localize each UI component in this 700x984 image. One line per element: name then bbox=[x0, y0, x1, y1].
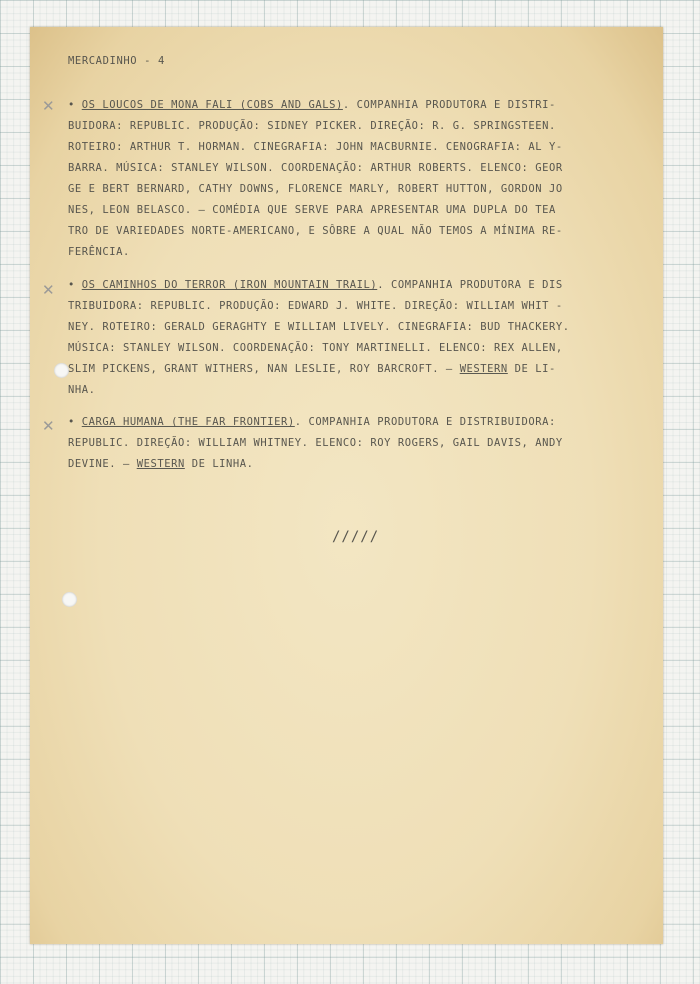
film-entry-2 bbox=[68, 275, 628, 401]
entry-line: TRIBUIDORA: REPUBLIC. PRODUÇÃO: EDWARD J. WHITE. DIREÇÃO: WILLIAM WHIT - bbox=[68, 300, 563, 312]
punch-hole bbox=[62, 592, 77, 607]
page-header: MERCADINHO - 4 bbox=[68, 55, 165, 67]
film-entry-1 bbox=[68, 95, 628, 263]
entry-line: BARRA. MÚSICA: STANLEY WILSON. COORDENAÇÃO: ARTHUR ROBERTS. ELENCO: GEOR bbox=[68, 162, 563, 174]
entry-mark-2: ✕ bbox=[42, 281, 55, 299]
end-mark: ///// bbox=[332, 529, 380, 545]
entry-mark-3: ✕ bbox=[42, 417, 55, 435]
entry-line: SLIM PICKENS, GRANT WITHERS, NAN LESLIE, ROY BARCROFT. — WESTERN DE LI- bbox=[68, 363, 556, 375]
entry-line: NES, LEON BELASCO. — COMÉDIA QUE SERVE PARA APRESENTAR UMA DUPLA DO TEA bbox=[68, 204, 556, 216]
entry-line: DEVINE. — WESTERN DE LINHA. bbox=[68, 458, 254, 470]
entry-line: TRO DE VARIEDADES NORTE-AMERICANO, E SÔBRE A QUAL NÃO TEMOS A MÍNIMA RE- bbox=[68, 225, 563, 237]
entry-line: • OS LOUCOS DE MONA FALI (COBS AND GALS). COMPANHIA PRODUTORA E DISTRI- bbox=[68, 99, 556, 111]
entry-line: REPUBLIC. DIREÇÃO: WILLIAM WHITNEY. ELENCO: ROY ROGERS, GAIL DAVIS, ANDY bbox=[68, 437, 563, 449]
entry-line: • CARGA HUMANA (THE FAR FRONTIER). COMPANHIA PRODUTORA E DISTRIBUIDORA: bbox=[68, 416, 556, 428]
entry-line: ROTEIRO: ARTHUR T. HORMAN. CINEGRAFIA: JOHN MACBURNIE. CENOGRAFIA: AL Y- bbox=[68, 141, 563, 153]
entry-line: FERÊNCIA. bbox=[68, 246, 130, 258]
document-page bbox=[30, 27, 663, 944]
entry-line: NHA. bbox=[68, 384, 96, 396]
entry-mark-1: ✕ bbox=[42, 97, 55, 115]
entry-line: GE E BERT BERNARD, CATHY DOWNS, FLORENCE MARLY, ROBERT HUTTON, GORDON JO bbox=[68, 183, 563, 195]
entry-line: NEY. ROTEIRO: GERALD GERAGHTY E WILLIAM LIVELY. CINEGRAFIA: BUD THACKERY. bbox=[68, 321, 570, 333]
entry-line: MÚSICA: STANLEY WILSON. COORDENAÇÃO: TONY MARTINELLI. ELENCO: REX ALLEN, bbox=[68, 342, 563, 354]
entry-line: BUIDORA: REPUBLIC. PRODUÇÃO: SIDNEY PICKER. DIREÇÃO: R. G. SPRINGSTEEN. bbox=[68, 120, 556, 132]
entry-line: • OS CAMINHOS DO TERROR (IRON MOUNTAIN TRAIL). COMPANHIA PRODUTORA E DIS bbox=[68, 279, 563, 291]
film-entry-3 bbox=[68, 412, 628, 475]
punch-hole bbox=[54, 363, 69, 378]
